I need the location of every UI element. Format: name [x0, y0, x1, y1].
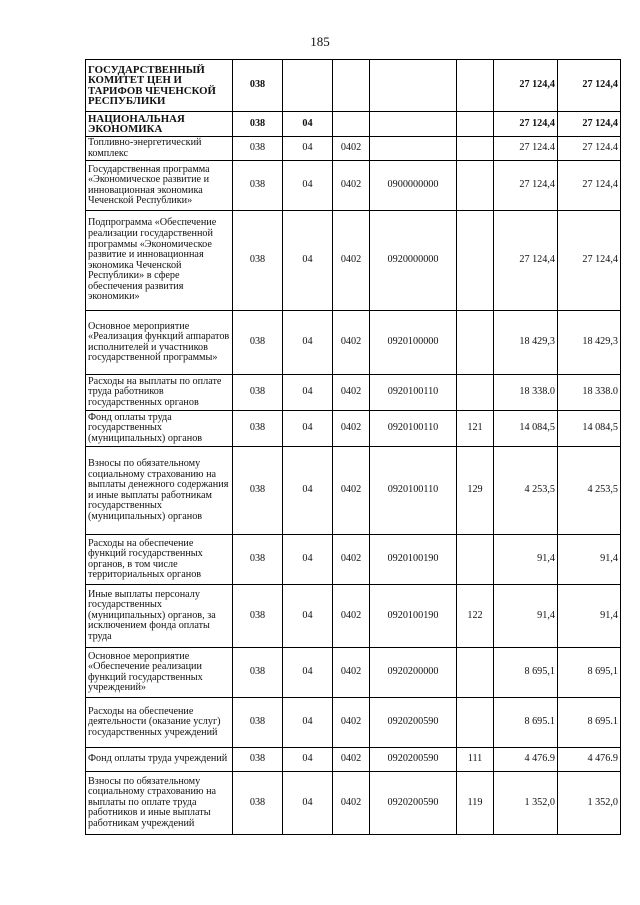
ved-code-cell: 038 — [233, 748, 283, 772]
amount-year2-cell: 27 124,4 — [558, 211, 621, 311]
expense-type-cell — [457, 648, 494, 698]
row-name-cell: Государственная программа «Экономическое развитие и инновационная экономика Чеченской Республики» — [86, 161, 233, 211]
section-code-cell: 04 — [283, 211, 333, 311]
subsection-code-cell: 0402 — [333, 137, 370, 161]
row-name-cell: НАЦИОНАЛЬНАЯ ЭКОНОМИКА — [86, 112, 233, 137]
ved-code-cell: 038 — [233, 161, 283, 211]
subsection-code-cell: 0402 — [333, 585, 370, 648]
amount-year2-cell: 18 338.0 — [558, 375, 621, 411]
amount-year2-cell: 91,4 — [558, 535, 621, 585]
target-article-cell: 0920100110 — [370, 375, 457, 411]
row-name-cell: Расходы на обеспечение деятельности (оказание услуг) государственных учреждений — [86, 698, 233, 748]
amount-year2-cell: 1 352,0 — [558, 772, 621, 835]
target-article-cell: 0900000000 — [370, 161, 457, 211]
subsection-code-cell: 0402 — [333, 211, 370, 311]
table-row — [86, 137, 621, 161]
amount-year2-cell: 8 695.1 — [558, 698, 621, 748]
expense-type-cell: 129 — [457, 447, 494, 535]
row-name-cell: Расходы на выплаты по оплате труда работников государственных органов — [86, 375, 233, 411]
expense-type-cell — [457, 698, 494, 748]
amount-year1-cell: 4 253,5 — [494, 447, 558, 535]
target-article-cell — [370, 137, 457, 161]
table-row — [86, 447, 621, 535]
table-row — [86, 60, 621, 112]
expense-type-cell: 121 — [457, 411, 494, 447]
target-article-cell: 0920200590 — [370, 772, 457, 835]
table-row — [86, 375, 621, 411]
target-article-cell: 0920100000 — [370, 311, 457, 375]
ved-code-cell: 038 — [233, 648, 283, 698]
table-row — [86, 748, 621, 772]
table-row — [86, 648, 621, 698]
row-name-cell: Топливно-энергетический комплекс — [86, 137, 233, 161]
subsection-code-cell — [333, 112, 370, 137]
expense-type-cell — [457, 137, 494, 161]
ved-code-cell: 038 — [233, 60, 283, 112]
row-name-cell: Основное мероприятие «Обеспечение реализации функций государственных учреждений» — [86, 648, 233, 698]
amount-year1-cell: 91,4 — [494, 535, 558, 585]
table-row — [86, 585, 621, 648]
amount-year1-cell: 4 476.9 — [494, 748, 558, 772]
subsection-code-cell: 0402 — [333, 447, 370, 535]
target-article-cell: 0920200590 — [370, 698, 457, 748]
section-code-cell: 04 — [283, 411, 333, 447]
amount-year2-cell: 27 124,4 — [558, 161, 621, 211]
expense-type-cell: 111 — [457, 748, 494, 772]
target-article-cell — [370, 112, 457, 137]
section-code-cell: 04 — [283, 698, 333, 748]
amount-year1-cell: 1 352,0 — [494, 772, 558, 835]
ved-code-cell: 038 — [233, 211, 283, 311]
target-article-cell: 0920100190 — [370, 535, 457, 585]
expense-type-cell — [457, 535, 494, 585]
section-code-cell: 04 — [283, 648, 333, 698]
expense-type-cell — [457, 375, 494, 411]
amount-year1-cell: 8 695.1 — [494, 698, 558, 748]
ved-code-cell: 038 — [233, 112, 283, 137]
amount-year1-cell: 18 338.0 — [494, 375, 558, 411]
subsection-code-cell: 0402 — [333, 698, 370, 748]
expense-type-cell: 119 — [457, 772, 494, 835]
row-name-cell: ГОСУДАРСТВЕННЫЙ КОМИТЕТ ЦЕН И ТАРИФОВ ЧЕЧЕНСКОЙ РЕСПУБЛИКИ — [86, 60, 233, 112]
ved-code-cell: 038 — [233, 375, 283, 411]
page-number: 185 — [310, 34, 330, 49]
row-name-cell: Взносы по обязательному социальному страхованию на выплаты по оплате труда работников и иные выплаты работникам учреждений — [86, 772, 233, 835]
amount-year1-cell: 27 124,4 — [494, 112, 558, 137]
section-code-cell: 04 — [283, 447, 333, 535]
subsection-code-cell: 0402 — [333, 535, 370, 585]
section-code-cell: 04 — [283, 748, 333, 772]
table-row — [86, 535, 621, 585]
row-name-cell: Фонд оплаты труда учреждений — [86, 748, 233, 772]
table-row — [86, 772, 621, 835]
section-code-cell: 04 — [283, 772, 333, 835]
row-name-cell: Взносы по обязательному социальному страхованию на выплаты денежного содержания и иные выплаты работникам государственных (муниципальных) органов — [86, 447, 233, 535]
ved-code-cell: 038 — [233, 772, 283, 835]
amount-year2-cell: 14 084,5 — [558, 411, 621, 447]
table-row — [86, 311, 621, 375]
amount-year1-cell: 91,4 — [494, 585, 558, 648]
ved-code-cell: 038 — [233, 535, 283, 585]
table-row — [86, 161, 621, 211]
expense-type-cell — [457, 112, 494, 137]
section-code-cell: 04 — [283, 137, 333, 161]
subsection-code-cell: 0402 — [333, 748, 370, 772]
row-name-cell: Фонд оплаты труда государственных (муниципальных) органов — [86, 411, 233, 447]
target-article-cell: 0920100190 — [370, 585, 457, 648]
section-code-cell: 04 — [283, 311, 333, 375]
amount-year2-cell: 27 124,4 — [558, 112, 621, 137]
subsection-code-cell: 0402 — [333, 772, 370, 835]
ved-code-cell: 038 — [233, 137, 283, 161]
amount-year1-cell: 27 124,4 — [494, 60, 558, 112]
amount-year1-cell: 27 124.4 — [494, 137, 558, 161]
amount-year2-cell: 91,4 — [558, 585, 621, 648]
table-row — [86, 411, 621, 447]
subsection-code-cell — [333, 60, 370, 112]
row-name-cell: Расходы на обеспечение функций государственных органов, в том числе территориальных органов — [86, 535, 233, 585]
amount-year1-cell: 8 695,1 — [494, 648, 558, 698]
target-article-cell — [370, 60, 457, 112]
amount-year2-cell: 18 429,3 — [558, 311, 621, 375]
amount-year1-cell: 27 124,4 — [494, 211, 558, 311]
amount-year2-cell: 27 124,4 — [558, 60, 621, 112]
expense-type-cell — [457, 161, 494, 211]
ved-code-cell: 038 — [233, 698, 283, 748]
table-row — [86, 211, 621, 311]
row-name-cell: Иные выплаты персоналу государственных (муниципальных) органов, за исключением фонда оплаты труда — [86, 585, 233, 648]
row-name-cell: Основное мероприятие «Реализация функций аппаратов исполнителей и участников государственной программы» — [86, 311, 233, 375]
expense-type-cell — [457, 311, 494, 375]
amount-year2-cell: 8 695,1 — [558, 648, 621, 698]
section-code-cell: 04 — [283, 535, 333, 585]
ved-code-cell: 038 — [233, 311, 283, 375]
subsection-code-cell: 0402 — [333, 161, 370, 211]
subsection-code-cell: 0402 — [333, 648, 370, 698]
subsection-code-cell: 0402 — [333, 411, 370, 447]
section-code-cell — [283, 60, 333, 112]
table-row — [86, 698, 621, 748]
section-code-cell: 04 — [283, 112, 333, 137]
amount-year2-cell: 4 253,5 — [558, 447, 621, 535]
target-article-cell: 0920100110 — [370, 411, 457, 447]
subsection-code-cell: 0402 — [333, 375, 370, 411]
budget-table-body — [86, 60, 621, 835]
target-article-cell: 0920100110 — [370, 447, 457, 535]
budget-table — [85, 59, 621, 835]
expense-type-cell — [457, 60, 494, 112]
section-code-cell: 04 — [283, 161, 333, 211]
ved-code-cell: 038 — [233, 447, 283, 535]
row-name-cell: Подпрограмма «Обеспечение реализации государственной программы «Экономическое развитие и инновационная экономика Чеченской Республики» в сфере обеспечения развития экономики» — [86, 211, 233, 311]
section-code-cell: 04 — [283, 375, 333, 411]
ved-code-cell: 038 — [233, 585, 283, 648]
amount-year2-cell: 27 124.4 — [558, 137, 621, 161]
subsection-code-cell: 0402 — [333, 311, 370, 375]
table-row — [86, 112, 621, 137]
ved-code-cell: 038 — [233, 411, 283, 447]
amount-year1-cell: 14 084,5 — [494, 411, 558, 447]
amount-year1-cell: 27 124,4 — [494, 161, 558, 211]
amount-year1-cell: 18 429,3 — [494, 311, 558, 375]
amount-year2-cell: 4 476.9 — [558, 748, 621, 772]
target-article-cell: 0920200590 — [370, 748, 457, 772]
section-code-cell: 04 — [283, 585, 333, 648]
target-article-cell: 0920200000 — [370, 648, 457, 698]
target-article-cell: 0920000000 — [370, 211, 457, 311]
expense-type-cell: 122 — [457, 585, 494, 648]
expense-type-cell — [457, 211, 494, 311]
